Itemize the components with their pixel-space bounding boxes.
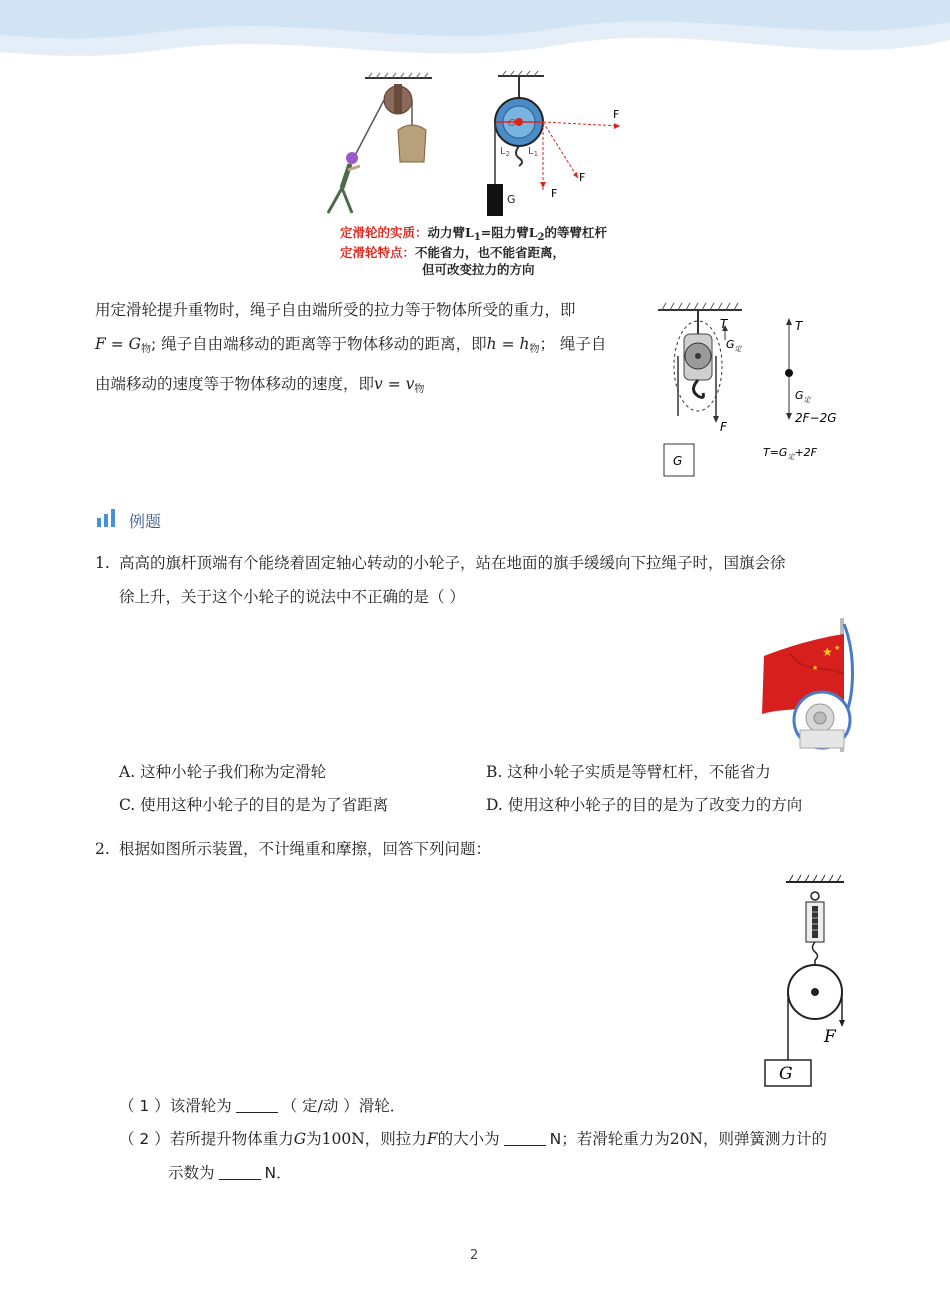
q2-sub2-blank-1[interactable] xyxy=(504,1131,546,1146)
spring-scale-pulley-figure xyxy=(762,872,852,1090)
intro-line-2: $F = G_物$; 绳子自由端移动的距离等于物体移动的距离，即$h = h_物$； 绳子自 xyxy=(95,335,607,355)
fbd-2f-label: 2F−2G xyxy=(795,411,837,425)
svg-text:★: ★ xyxy=(812,664,819,672)
q1-line-1: 高高的旗杆顶端有个能绕着固定轴心转动的小轮子，站在地面的旗手缓缓向下拉绳子时，国旗会徐 xyxy=(119,554,786,572)
q1-option-d[interactable]: D. 使用这种小轮子的目的是为了改变力的方向 xyxy=(486,796,803,814)
q1-option-c[interactable]: C. 使用这种小轮子的目的是为了省距离 xyxy=(119,796,389,814)
force-label-2: F xyxy=(579,171,586,184)
q2-number: 2. xyxy=(95,840,110,858)
intro-paragraph xyxy=(95,293,640,407)
load-label: G xyxy=(507,193,516,206)
fbd-t-label: T xyxy=(795,319,803,333)
box-label: G xyxy=(673,454,683,468)
caption-line-2: 定滑轮特点：不能省力，也不能省距离， xyxy=(340,245,566,260)
section-title: 例题 xyxy=(129,512,162,531)
q2-stem: 根据如图所示装置，不计绳重和摩擦，回答下列问题： xyxy=(119,840,492,858)
q2-sub2-line2: 示数为 N． xyxy=(168,1164,292,1182)
pulley-force-diagram xyxy=(650,298,850,483)
q2-sub1: （ 1 ）该滑轮为 （ 定/动 ）滑轮． xyxy=(119,1097,406,1115)
caption-line-3: 但可改变拉力的方向 xyxy=(422,262,535,277)
q2-sub2: （ 2 ）若所提升物体重力G为100N，则拉力F的大小为 N；若滑轮重力为20N，则弹簧测力计的 xyxy=(119,1130,828,1148)
force-label-3: F xyxy=(613,108,620,121)
svg-text:★: ★ xyxy=(822,645,833,659)
flag-pulley-image xyxy=(760,614,856,754)
q2-fig-f-label: F xyxy=(824,1027,836,1047)
t-label: T xyxy=(720,317,728,331)
q2-sub1-blank[interactable] xyxy=(236,1098,278,1113)
force-label-1: F xyxy=(551,187,558,200)
intro-line-1: 用定滑轮提升重物时，绳子自由端所受的拉力等于物体所受的重力，即 xyxy=(95,301,576,319)
bar-chart-icon xyxy=(96,508,118,528)
fbd-g-label: $G_定$ xyxy=(795,389,811,404)
svg-text:★: ★ xyxy=(834,644,841,652)
fbd-formula: $T=G_定+2F$ xyxy=(763,446,818,461)
q1-number: 1. xyxy=(95,554,110,572)
intro-line-3: 由端移动的速度等于物体移动的速度，即$v = v_物$ xyxy=(95,375,425,395)
q1-option-a[interactable]: A. 这种小轮子我们称为定滑轮 xyxy=(119,763,327,781)
q1-line-2: 徐上升，关于这个小轮子的说法中不正确的是（ ） xyxy=(119,588,465,606)
arm-l2-label: $L_2$ xyxy=(500,146,511,158)
q2-sub2-blank-2[interactable] xyxy=(219,1165,261,1180)
f-label: F xyxy=(720,420,727,434)
page-number: 2 xyxy=(470,1248,479,1263)
arm-l1-label: $L_1$ xyxy=(528,146,539,158)
caption-line-1: 定滑轮的实质：动力臂$L_1=$阻力臂$L_2$的等臂杠杆 xyxy=(340,225,608,243)
fixed-pulley-figure xyxy=(320,70,640,230)
q1-stem xyxy=(119,546,859,614)
q1-option-b[interactable]: B. 这种小轮子实质是等臂杠杆，不能省力 xyxy=(486,763,771,781)
header-wave xyxy=(0,0,950,70)
g-pulley-label: $G_定$ xyxy=(726,338,742,353)
q2-fig-g-label: G xyxy=(779,1064,793,1084)
pivot-label: O xyxy=(508,118,516,129)
